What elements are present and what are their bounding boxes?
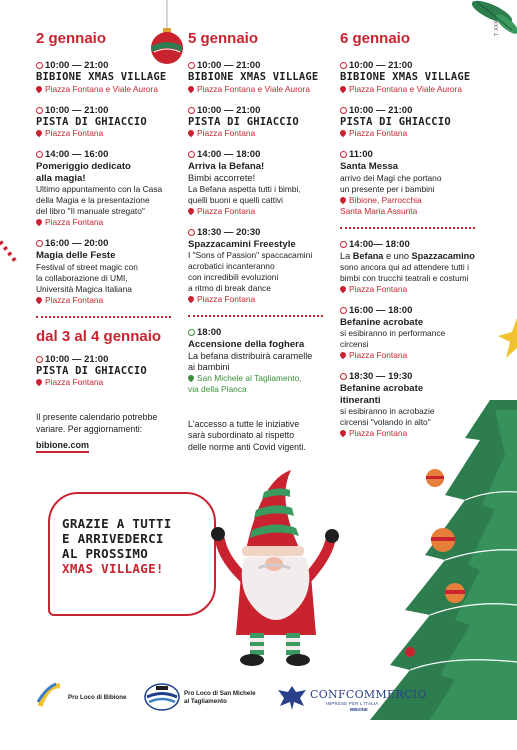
event-time: 10:00 — 21:00: [197, 104, 261, 116]
confcommercio-eagle-logo: [276, 682, 308, 712]
clock-icon: [188, 229, 195, 236]
date-heading: 6 gennaio: [340, 30, 411, 47]
event-desc: ai bambini: [188, 361, 230, 372]
date-heading: dal 3 al 4 gennaio: [36, 327, 162, 345]
location-pin-icon: [339, 84, 347, 92]
event-desc: Festival of street magic con: [36, 261, 138, 272]
event-time: 10:00 — 21:00: [197, 60, 261, 71]
clock-icon: [340, 107, 347, 114]
clock-icon: [340, 62, 347, 69]
event-time: 16:00 — 20:00: [45, 238, 109, 249]
confcommercio-label: CONFCOMMERCIO: [310, 688, 427, 701]
dotted-divider: [36, 316, 171, 318]
event-time: 16:00 — 18:00: [349, 304, 413, 316]
pro-loco-san-michele-logo: [144, 682, 180, 712]
event-item: [340, 305, 500, 362]
event-item: [340, 149, 500, 217]
event-place: Piazza Fontana: [45, 217, 104, 227]
event-desc: La befana distribuirà caramelle: [188, 350, 313, 361]
event-place: Piazza Fontana: [45, 128, 104, 138]
event-item: [188, 105, 338, 140]
location-pin-icon: [35, 218, 43, 226]
candy-cane-icon: [0, 232, 20, 272]
event-item: [36, 105, 186, 140]
event-desc: si esibiranno in performance: [340, 328, 446, 338]
event-desc: si esibiranno in acrobazie: [340, 406, 435, 416]
event-title: alla magia!: [36, 172, 86, 184]
event-time: 14:00 — 16:00: [45, 149, 109, 160]
event-time: 11:00: [349, 149, 373, 160]
clock-icon: [340, 151, 347, 158]
website-link[interactable]: bibione.com: [36, 440, 89, 453]
dotted-divider: [340, 227, 475, 229]
event-desc: sono ancora qui ad attendere tutti i: [340, 261, 469, 272]
event-title: Arriva la Befana!: [188, 161, 265, 172]
event-title: Pomeriggio dedicato: [36, 161, 131, 172]
date-heading: 5 gennaio: [188, 30, 259, 47]
clock-icon: [188, 62, 195, 69]
event-desc: circensi: [340, 339, 369, 349]
event-time: 18:30 — 19:30: [349, 371, 413, 382]
logo-label-san-michele-2: al Tagliamento: [184, 698, 227, 705]
event-desc: della Magia e la presentazione: [36, 195, 150, 205]
event-desc: I "Sons of Passion" spaccacamini: [188, 250, 313, 260]
disclaimer-note: Il presente calendario potrebbe variare. Per aggiornamenti:: [36, 412, 158, 434]
event-place: Piazza Fontana: [349, 283, 408, 294]
event-desc: a ritmo di break dance: [188, 283, 271, 293]
event-place: Piazza Fontana: [45, 294, 104, 305]
location-pin-icon: [187, 206, 195, 214]
location-pin-icon: [35, 129, 43, 137]
side-code: T. XXX: [494, 20, 500, 36]
event-item: [36, 238, 186, 306]
location-pin-icon: [187, 295, 195, 303]
event-title: BIBIONE XMAS VILLAGE: [340, 71, 471, 83]
logo-label-san-michele-1: Pro Loco di San Michele: [184, 690, 256, 697]
event-title: BIBIONE XMAS VILLAGE: [188, 71, 319, 83]
event-time: 14:00 — 18:00: [197, 149, 261, 160]
clock-icon: [188, 329, 195, 336]
event-place: via della Pianca: [188, 383, 247, 394]
location-pin-icon: [339, 429, 347, 437]
clock-icon: [36, 62, 43, 69]
event-item: [36, 60, 186, 95]
event-place: Piazza Fontana: [197, 294, 256, 304]
location-pin-icon: [339, 351, 347, 359]
event-title: Accensione della foghera: [188, 339, 305, 350]
event-title: PISTA DI GHIACCIO: [36, 364, 147, 377]
event-time: 18:00: [197, 327, 222, 338]
event-time: 18:30 — 20:30: [197, 226, 261, 238]
thank-you-bubble: GRAZIE A TUTTI E ARRIVEDERCI AL PROSSIMO XMAS VILLAGE!: [48, 492, 216, 616]
event-place: Santa Maria Assunta: [340, 205, 418, 216]
location-pin-icon: [35, 378, 43, 386]
event-place: Piazza Fontana: [45, 377, 104, 387]
confcommercio-sub2: BIBIONE: [350, 707, 368, 712]
event-desc: arrivo dei Magi che portano: [340, 172, 442, 183]
pro-loco-bibione-logo: [34, 682, 62, 710]
event-desc: acrobatici incanteranno: [188, 261, 275, 271]
event-title: Befanine acrobate: [340, 383, 424, 394]
event-item: [36, 149, 186, 228]
event-place: Bibione, Parrocchia: [349, 194, 422, 205]
location-pin-icon: [339, 284, 347, 292]
location-pin-icon: [339, 195, 347, 203]
event-time: 10:00 — 21:00: [349, 60, 413, 71]
event-item: [340, 60, 500, 95]
event-desc: La Befana e uno Spazzacamino: [340, 250, 475, 261]
event-desc: con incredibili evoluzioni: [188, 272, 279, 282]
event-item: [188, 327, 338, 395]
event-title: PISTA DI GHIACCIO: [188, 115, 299, 128]
event-desc: la collaborazione di UMI,: [36, 272, 128, 283]
location-pin-icon: [35, 84, 43, 92]
event-place: Piazza Fontana: [349, 128, 408, 138]
event-desc: quelli buoni e quelli cattivi: [188, 194, 283, 205]
dotted-divider: [188, 315, 323, 317]
event-desc: circensi "volando in alto": [340, 417, 431, 427]
event-title: itineranti: [340, 394, 381, 406]
event-time: 10:00 — 21:00: [45, 104, 109, 116]
event-title: Spazzacamini Freestyle: [188, 238, 296, 250]
column-6-gennaio: [340, 30, 500, 449]
event-desc: un presente per i bambini: [340, 183, 435, 194]
event-time: 10:00 — 21:00: [45, 60, 109, 71]
event-desc: Università Magica Italiana: [36, 283, 132, 294]
location-pin-icon: [187, 129, 195, 137]
event-desc: Ultimo appuntamento con la Casa: [36, 184, 163, 194]
clock-icon: [36, 356, 43, 363]
event-time: 14:00— 18:00: [349, 238, 410, 250]
event-desc: Bimbi accorrete!: [188, 172, 256, 183]
event-title: Befanine acrobate: [340, 316, 424, 328]
event-title: BIBIONE XMAS VILLAGE: [36, 71, 167, 83]
event-place: San Michele al Tagliamento,: [197, 372, 302, 383]
event-title: Magia delle Feste: [36, 250, 116, 261]
clock-icon: [36, 240, 43, 247]
covid-note: L'accesso a tutte le iniziative sarà subordinato al rispetto delle norme anti Covid vigenti.: [188, 418, 306, 452]
event-place: Piazza Fontana e Viale Aurora: [45, 83, 158, 94]
clock-icon: [188, 151, 195, 158]
event-item: [36, 354, 186, 389]
column-2-gennaio: [36, 30, 186, 453]
clock-icon: [340, 373, 347, 380]
clock-icon: [36, 107, 43, 114]
event-item: [340, 105, 500, 140]
location-pin-icon: [35, 295, 43, 303]
event-title: PISTA DI GHIACCIO: [340, 115, 451, 128]
event-title: PISTA DI GHIACCIO: [36, 115, 147, 128]
event-place: Piazza Fontana: [197, 205, 256, 216]
gnome-illustration: [206, 470, 346, 670]
event-item: [188, 60, 338, 95]
event-place: Piazza Fontana: [349, 350, 408, 360]
date-heading: 2 gennaio: [36, 30, 107, 47]
event-time: 10:00 — 21:00: [349, 104, 413, 116]
clock-icon: [188, 107, 195, 114]
confcommercio-sub: IMPRESE PER L'ITALIA: [326, 701, 379, 706]
event-item: [188, 227, 338, 306]
event-place: Piazza Fontana e Viale Aurora: [349, 83, 462, 94]
location-pin-icon: [187, 373, 195, 381]
event-place: Piazza Fontana e Viale Aurora: [197, 83, 310, 94]
event-time: 10:00 — 21:00: [45, 353, 109, 365]
clock-icon: [340, 307, 347, 314]
event-place: Piazza Fontana: [197, 128, 256, 138]
clock-icon: [340, 241, 347, 248]
event-title: Santa Messa: [340, 161, 399, 172]
column-5-gennaio: [188, 30, 338, 453]
event-desc: del libro "Il manuale stregato": [36, 206, 145, 216]
logo-label-bibione: Pro Loco di Bibione: [68, 694, 127, 701]
location-pin-icon: [339, 129, 347, 137]
event-desc: La Befana aspetta tutti i bimbi,: [188, 183, 301, 194]
christmas-tree-icon: [370, 400, 517, 720]
star-icon: [498, 318, 517, 358]
clock-icon: [36, 151, 43, 158]
event-place: Piazza Fontana: [349, 428, 408, 438]
event-item: [340, 239, 500, 295]
event-item: [188, 149, 338, 217]
event-desc: bimbi con trucchi teatrali e costumi: [340, 272, 469, 283]
location-pin-icon: [187, 84, 195, 92]
